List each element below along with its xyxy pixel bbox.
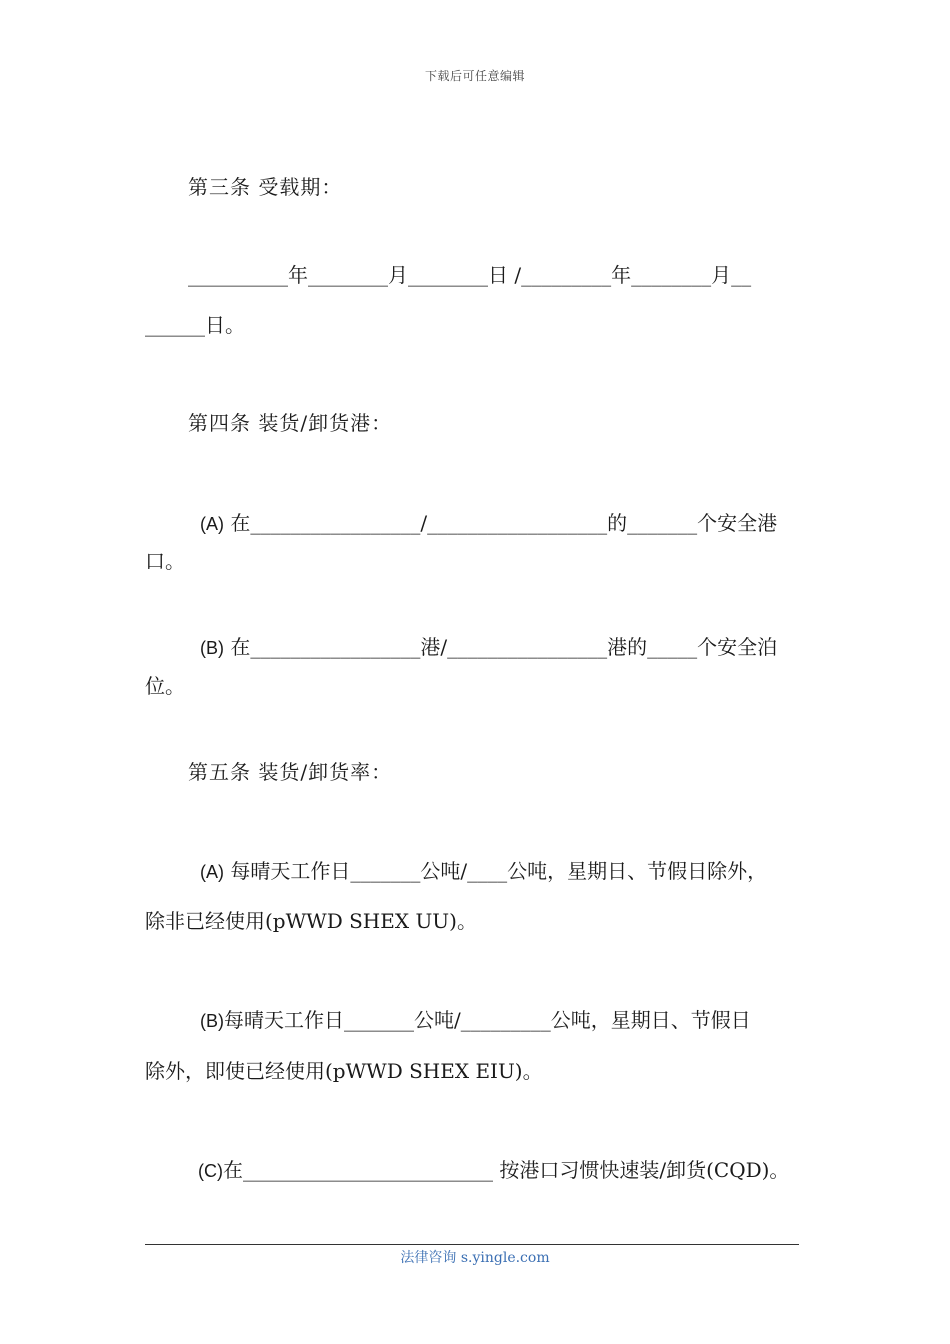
footer-divider: [145, 1244, 799, 1245]
article-5-clause-a-text: 每晴天工作日_______公吨/____公吨，星期日、节假日除外，: [230, 859, 768, 883]
article-4-clause-b-label: (B): [200, 638, 224, 658]
article-5-clause-c-text: 在_________________________ 按港口习惯快速装/卸货(CQD)。: [223, 1158, 790, 1182]
article-4-clause-a-label: (A): [200, 514, 224, 534]
article-5-clause-b-label: (B): [200, 1011, 224, 1031]
article-5-clause-c-label: (C): [198, 1161, 223, 1181]
article-4-clause-a: [200, 508, 777, 539]
article-5-clause-b-text: 每晴天工作日_______公吨/_________公吨，星期日、节假日: [224, 1008, 751, 1032]
article-4-title: 第四条 装货/卸货港：: [188, 411, 393, 435]
article-4-clause-a-continuation: 口。: [145, 549, 185, 573]
article-4-clause-b-text: 在_________________港/________________港的_____个安全泊: [230, 635, 778, 659]
article-5-clause-a-label: (A): [200, 862, 224, 882]
article-4-clause-b: [200, 632, 777, 663]
article-5-clause-b-continuation: 除外，即使已经使用(pWWD SHEX EIU)。: [145, 1059, 543, 1083]
article-5-clause-b: [200, 1005, 751, 1036]
article-5-clause-a-continuation: 除非已经使用(pWWD SHEX UU)。: [145, 909, 477, 933]
article-5-title: 第五条 装货/卸货率：: [188, 760, 393, 784]
article-3-title: 第三条 受载期：: [188, 175, 343, 199]
article-3-date-line-1: __________年________月________日 /_________年________月__: [188, 263, 752, 287]
article-5-clause-c: [198, 1155, 789, 1186]
article-3-date-line-2: ______日。: [145, 313, 245, 337]
article-4-clause-b-continuation: 位。: [145, 674, 185, 698]
page-header-note: 下载后可任意编辑: [424, 69, 525, 83]
article-4-clause-a-text: 在_________________/__________________的_______个安全港: [230, 511, 778, 535]
footer-link[interactable]: 法律咨询 s.yingle.com: [400, 1250, 550, 1266]
article-5-clause-a: [200, 856, 767, 887]
